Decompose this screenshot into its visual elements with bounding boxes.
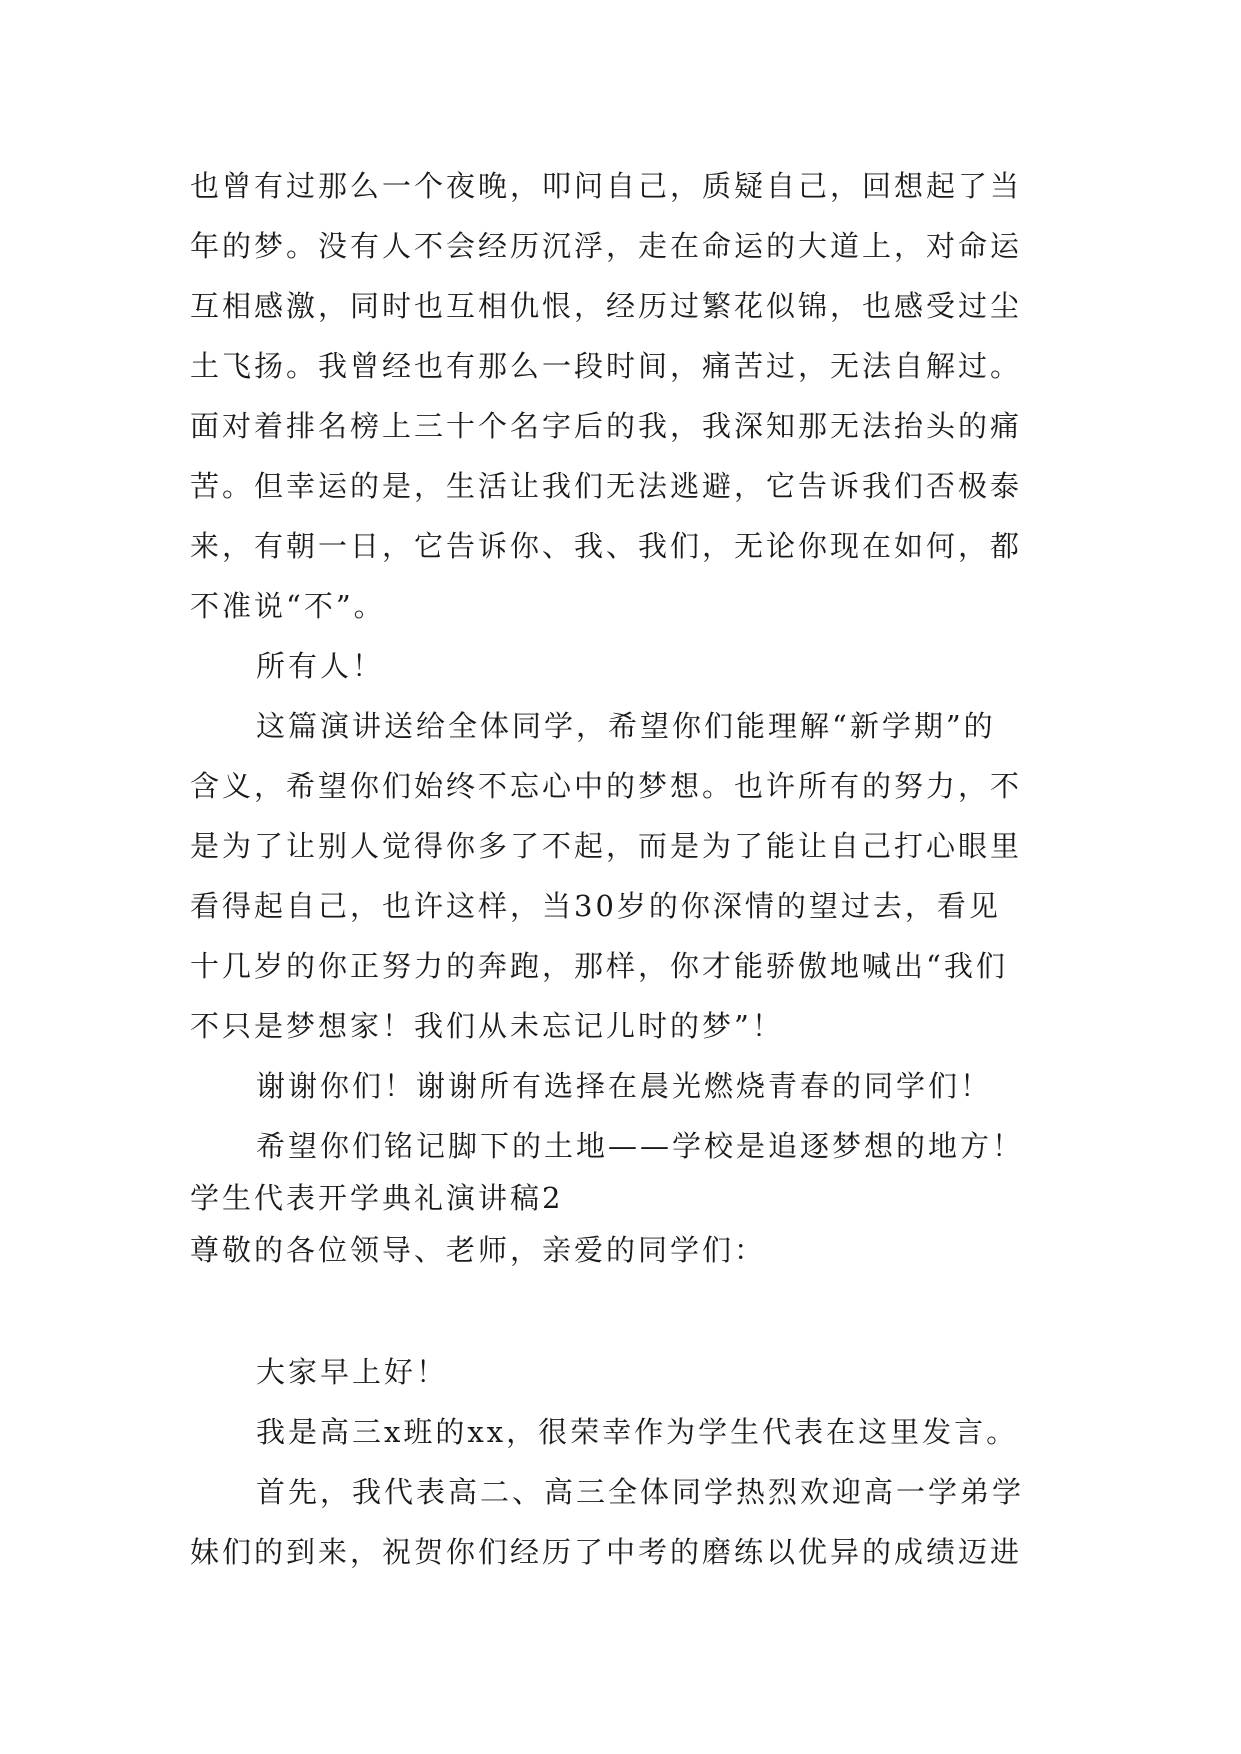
paragraph-line: 苦。但幸运的是，生活让我们无法逃避，它告诉我们否极泰 (190, 469, 1023, 503)
paragraph-line: 年的梦。没有人不会经历沉浮，走在命运的大道上，对命运 (190, 229, 1023, 263)
paragraph-line: 互相感激，同时也互相仇恨，经历过繁花似锦，也感受过尘 (190, 289, 1023, 323)
paragraph-line: 是为了让别人觉得你多了不起，而是为了能让自己打心眼里 (190, 829, 1023, 863)
paragraph-line: 妹们的到来，祝贺你们经历了中考的磨练以优异的成绩迈进 (190, 1535, 1023, 1569)
paragraph-line: 大家早上好！ (256, 1355, 449, 1389)
paragraph-line: 首先，我代表高二、高三全体同学热烈欢迎高一学弟学 (256, 1475, 1025, 1509)
paragraph-line: 不准说“不”。 (190, 589, 386, 623)
paragraph-line: 来，有朝一日，它告诉你、我、我们，无论你现在如何，都 (190, 529, 1023, 563)
section-heading: 学生代表开学典礼演讲稿2 (190, 1181, 564, 1215)
salutation: 尊敬的各位领导、老师，亲爱的同学们： (190, 1233, 767, 1267)
paragraph-line: 这篇演讲送给全体同学，希望你们能理解“新学期”的 (256, 709, 996, 743)
paragraph-line: 看得起自己，也许这样，当30岁的你深情的望过去，看见 (190, 889, 1001, 923)
paragraph-line: 面对着排名榜上三十个名字后的我，我深知那无法抬头的痛 (190, 409, 1023, 443)
paragraph-line: 所有人！ (256, 649, 385, 683)
paragraph-line: 含义，希望你们始终不忘心中的梦想。也许所有的努力，不 (190, 769, 1023, 803)
paragraph-line: 谢谢你们！谢谢所有选择在晨光燃烧青春的同学们！ (256, 1069, 993, 1103)
paragraph-line: 土飞扬。我曾经也有那么一段时间，痛苦过，无法自解过。 (190, 349, 1023, 383)
paragraph-line: 希望你们铭记脚下的土地——学校是追逐梦想的地方！ (256, 1129, 1025, 1163)
paragraph-line: 也曾有过那么一个夜晚，叩问自己，质疑自己，回想起了当 (190, 169, 1023, 203)
paragraph-line: 我是高三x班的xx，很荣幸作为学生代表在这里发言。 (256, 1415, 1019, 1449)
paragraph-line: 不只是梦想家！我们从未忘记儿时的梦”！ (190, 1009, 784, 1043)
paragraph-line: 十几岁的你正努力的奔跑，那样，你才能骄傲地喊出“我们 (190, 949, 1008, 983)
